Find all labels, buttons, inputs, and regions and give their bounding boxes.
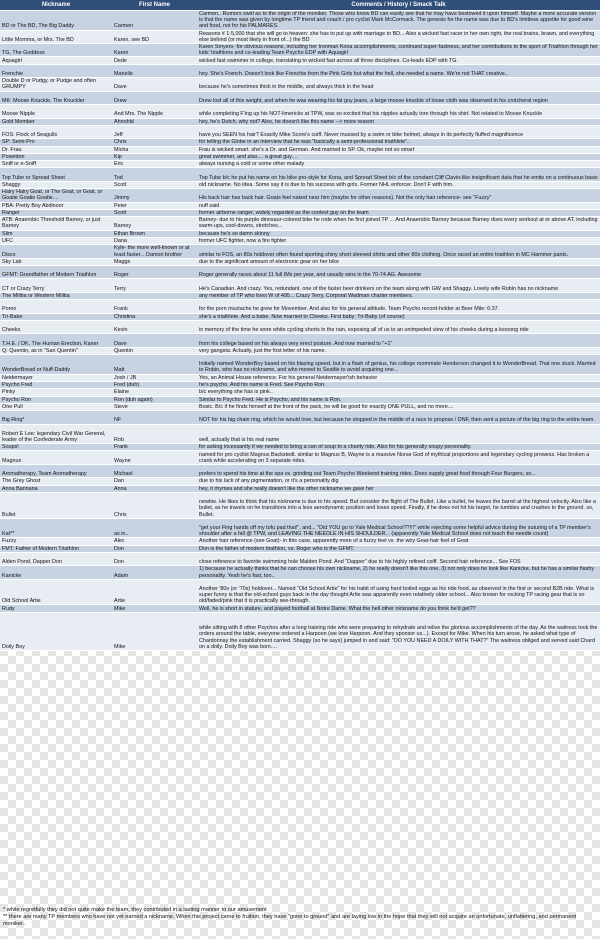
- nickname-cell: GFMT: Grandfather of Modern Triathlon: [0, 266, 112, 279]
- first-name-cell: Wayne: [112, 451, 197, 464]
- table-row: [0, 182, 600, 189]
- comment-cell: newbie. He likes to think that his nickname is due to his speed. But consider the flight of The Bullet. Like a bullet, he leaves the barrel at the highest velocity. Also like a bullet, as he travels on he transitions into a less aerodynamic position and loses speed. Finally, if he does not hit his target, he tumbles and crashes to the ground. so, Bullet.: [197, 493, 600, 519]
- table-row: [0, 11, 600, 31]
- comment-cell: due to his lack of any pigmentation, or it's a personality dig: [197, 478, 600, 485]
- table-row: [0, 189, 600, 202]
- table-row: [0, 259, 600, 266]
- comment-cell: former airborne ranger, widely regarded as the coolest guy on the team: [197, 210, 600, 217]
- nickname-cell: MK: Moose Knuckle, The Knuckler: [0, 92, 112, 105]
- first-name-cell: Maggs: [112, 259, 197, 266]
- nickname-cell: T.H.E. / DK, The Human Erection, Kaner: [0, 334, 112, 347]
- first-name-cell: Anna: [112, 486, 197, 493]
- header-nickname: Nickname: [0, 0, 112, 11]
- nickname-cell: Kat**: [0, 519, 112, 539]
- comment-cell: Roger generally races about 11 full IMs per year, and usually wins in the 70-74 AG. Awesome: [197, 266, 600, 279]
- first-name-cell: Ahnohld: [112, 119, 197, 126]
- first-name-cell: Karen: [112, 44, 197, 57]
- footnote-double-star: ** there are many TP members who have not yet earned a nickname. When this project came to fruition, they have "gone to ground" and are laying low in the hope that they will not acquire an unfortunate, unflattering, and permanent moniker..: [3, 914, 577, 927]
- comment-cell: from his college based on his always very erect posture. And now married to "+1": [197, 334, 600, 347]
- comment-cell: have you SEEN his hair? Exactly Mike Score's coiff. Never mussed by a swim or bike helmet, always in its perfectly fluffed magnificence: [197, 126, 600, 139]
- table-row: [0, 451, 600, 464]
- nickname-cell: Disco: [0, 245, 112, 258]
- comment-cell: "get your Fing hands off my tofu pad thai!", and... "Did YOU go to Yale Medical School??!!!" while rejecting some helpful advice during the suturing of a TP member's shoulder after a fall @ TPW, and LEAVING THE NEEDLE IN HIS SHOULDER... (apparently Yale Medical School does not teach the needle count): [197, 519, 600, 539]
- table-row: [0, 493, 600, 519]
- comment-cell: well, actually that is his real name: [197, 425, 600, 445]
- table-row: [0, 168, 600, 181]
- comment-cell: similar to FOS, an 80s holdover often found sporting shiny short sleeved shirts and other 80s clothing. Once raced an entire triathlon in MC Hammer pants.: [197, 245, 600, 258]
- table-row: [0, 238, 600, 245]
- first-name-cell: Marielle: [112, 65, 197, 78]
- nickname-cell: Doily Boy: [0, 613, 112, 651]
- table-row: [0, 147, 600, 154]
- nickname-cell: Rudy: [0, 605, 112, 612]
- first-name-cell: Kip: [112, 154, 197, 161]
- table-row: [0, 279, 600, 292]
- first-name-cell: Quentin: [112, 348, 197, 355]
- table-row: [0, 57, 600, 64]
- table-row: [0, 397, 600, 404]
- comment-cell: Carmen.. Rumors swirl as to the origin of the moniker. Those who know BD can easily see that he may have bestowed it upon himself. Maybe a more accurate version is that the name was given by longtime TP friend and coach / pro cyclist Mark McCormack. The genesis for the name was due to BD's limitless appetite for good wine and food, not for his PALMARES.: [197, 11, 600, 31]
- table-row: [0, 217, 600, 230]
- first-name-cell: Dave: [112, 334, 197, 347]
- first-name-cell: And Mrs. The Nipple: [112, 105, 197, 118]
- comment-cell: Top Tube b/c he put his name on his bike pro-style for Kona, and Spread Sheet b/c of the constant Cliff Clavin-like insignificant data that he emits on a continuous basis: [197, 168, 600, 181]
- first-name-cell: Josh / JB: [112, 375, 197, 382]
- first-name-cell: Karen, see BD: [112, 31, 197, 44]
- table-row: [0, 92, 600, 105]
- comment-cell: Don is the father of modern triathlon, vs. Roger who is the GFMT.: [197, 546, 600, 553]
- first-name-cell: [112, 293, 197, 300]
- first-name-cell: NF: [112, 411, 197, 424]
- table-row: [0, 425, 600, 445]
- first-name-cell: Adam: [112, 566, 197, 579]
- first-name-cell: Steve: [112, 404, 197, 411]
- header-first-name: First Name: [112, 0, 197, 11]
- comment-cell: while completing F'ing up his NOT-limericks at TPW, was so excited that his nipples actually tore through his shirt. Not related to Moose Knuckle: [197, 105, 600, 118]
- table-row: [0, 566, 600, 579]
- first-name-cell: Artie: [112, 580, 197, 606]
- table-row: [0, 580, 600, 606]
- table-row: [0, 382, 600, 389]
- nickname-cell: Ranger: [0, 210, 112, 217]
- comment-cell: prefers to spend his time at the spa vs. grinding out Team Psycho Weekend training rides. Does supply great food through Four Burgers, so...: [197, 465, 600, 478]
- comment-cell: for the porn mustache he grew for Movember. And also for his general attitude. Team Psycho record-holder at Beer Mile: 6:37.: [197, 300, 600, 313]
- comment-cell: NOT for his big chain ring, which he would love, but because he stopped in the middle of a race to propose / DNF, then sent a picture of the big ring to the entire team.: [197, 411, 600, 424]
- table-row: [0, 154, 600, 161]
- table-row: [0, 546, 600, 553]
- table-row: [0, 411, 600, 424]
- first-name-cell: as in..: [112, 519, 197, 539]
- comment-cell: 1) because he actually thinks that he can choose his own nickname, 2) he really doesn't like this one, 3) not only does he look like Kanicke, but he has a similar flashy personality. Yeah he's fast, too..: [197, 566, 600, 579]
- nickname-cell: Sky Lab: [0, 259, 112, 266]
- comment-cell: close reference to favorite swimming hole Malden Pond. And "Dapper" due to his highly refined coiff. Second hair reference... See FOS: [197, 553, 600, 566]
- first-name-cell: Drew: [112, 92, 197, 105]
- table-row: [0, 519, 600, 539]
- table-row: [0, 538, 600, 545]
- first-name-cell: Tod: [112, 168, 197, 181]
- comment-cell: very gangsta. Actually, just the first letter of his name.: [197, 348, 600, 355]
- table-row: [0, 245, 600, 258]
- comment-cell: wicked fast swimmer in college, translating to wicked fast across all three disciplines. Co-leads EDP with TG.: [197, 57, 600, 64]
- table-row: [0, 465, 600, 478]
- comment-cell: Similar to Psycho Fred. He is Psycho, and his name is Ron.: [197, 397, 600, 404]
- first-name-cell: Dave: [112, 78, 197, 91]
- comment-cell: in memory of the time he wore white cycling shorts in the rain, exposing all of us to an unimpeded view of his cheeks during a loooong ride: [197, 321, 600, 334]
- nickname-cell: BD or The BD, The Big Daddy: [0, 11, 112, 31]
- comment-cell: nuff said: [197, 203, 600, 210]
- comment-cell: Reasons # 1-5,000 that she will go to heaven: she has to put up with marriage to BD... Also a wicked fast racer in her own right, the real brains, brawn, and everything else behind (or most likely in front of...) the BD: [197, 31, 600, 44]
- table-row: [0, 31, 600, 44]
- comment-cell: named for pro cyclist Magnus Backstedt. similar to Magnus B, Wayne is a massive Norse God of mythical proportions and legendary cycling prowess. Has broken a crank while accelerating on 3 separate rides.: [197, 451, 600, 464]
- nickname-cell: Anna Bannana: [0, 486, 112, 493]
- nickname-cell: Fuzzy: [0, 538, 112, 545]
- table-row: [0, 161, 600, 168]
- comment-cell: for telling the Globe in an interview that he was "basically a semi-professional triathlete"..: [197, 139, 600, 146]
- comment-cell: he's psycho. And his name is Fred. See Psycho Ron.: [197, 382, 600, 389]
- first-name-cell: Christina: [112, 314, 197, 321]
- comment-cell: Well, he is short in stature, and played football at Notre Dame. What the hell other nickname do you think he'd get??: [197, 605, 600, 612]
- first-name-cell: Jeff: [112, 126, 197, 139]
- footnote-single-star: * while regretfully they did not quite make the team, they contributed in a lasting manner to our amusement: [3, 907, 267, 913]
- first-name-cell: Chris: [112, 493, 197, 519]
- table-row: [0, 553, 600, 566]
- nickname-cell: Cheeks: [0, 321, 112, 334]
- nickname-cell: Aromatherapy, Team Aromatherapy: [0, 465, 112, 478]
- comment-cell: Bosic. B/c if he finds himself at the front of the pack, he will be good for exactly ONE PULL, and no more....: [197, 404, 600, 411]
- table-row: [0, 348, 600, 355]
- first-name-cell: Kyle- the more well-known or at least faster... Damon brother: [112, 245, 197, 258]
- comment-cell: His back hair has back hair. Goats feel naked near him (maybe for other reasons). Not the only hair reference- see "Fuzzy": [197, 189, 600, 202]
- nickname-cell: Psycho Fred: [0, 382, 112, 389]
- table-row: [0, 334, 600, 347]
- table-row: [0, 78, 600, 91]
- table-row: [0, 605, 600, 612]
- comment-cell: Initially named WonderBoy based on his blazing speed, but in a flash of genius, his college roommate Henderson changed it to WonderBread. That one stuck. Married to Robin, who has no nickname, and who moved to Seattle to avoid acquiring one...: [197, 355, 600, 375]
- table-row: [0, 300, 600, 313]
- table-row: [0, 375, 600, 382]
- nickname-cell: CT or Crazy Terry: [0, 279, 112, 292]
- first-name-cell: Terry: [112, 279, 197, 292]
- first-name-cell: Scott: [112, 182, 197, 189]
- nickname-cell: ATB: Anaerobic Threshold Barney, or just Barney: [0, 217, 112, 230]
- first-name-cell: Dan: [112, 478, 197, 485]
- first-name-cell: Kevin: [112, 321, 197, 334]
- first-name-cell: Frank: [112, 444, 197, 451]
- comment-cell: He's Canadian. And crazy. Yes, redundant. one of the faster beer drinkers on the team along with GW and Shaggy. Lovely wife Robin has no nickname: [197, 279, 600, 292]
- first-name-cell: Jimmy: [112, 189, 197, 202]
- nickname-cell: Tri-Babe: [0, 314, 112, 321]
- comment-cell: Yes, an Animal House reference. For his general Neidermayer'ish behavior: [197, 375, 600, 382]
- comment-cell: due to the significant amount of electronic gear on her bike: [197, 259, 600, 266]
- comment-cell: always nursing a cold or some other malady: [197, 161, 600, 168]
- nickname-cell: Alden Pond, Dapper Don: [0, 553, 112, 566]
- table-row: [0, 266, 600, 279]
- nickname-cell: Neidermayer: [0, 375, 112, 382]
- nickname-cell: Slim: [0, 231, 112, 238]
- first-name-cell: Micha: [112, 147, 197, 154]
- first-name-cell: Michael: [112, 465, 197, 478]
- nickname-cell: Big Ring*: [0, 411, 112, 424]
- table-row: [0, 65, 600, 78]
- first-name-cell: Scott: [112, 210, 197, 217]
- nickname-cell: The Militia or Western Militia: [0, 293, 112, 300]
- first-name-cell: Don: [112, 553, 197, 566]
- nickname-cell: Kanicke: [0, 566, 112, 579]
- nickname-cell: Frenchie: [0, 65, 112, 78]
- nickname-cell: FMT: Father of Modern Triathlon: [0, 546, 112, 553]
- table-row: [0, 389, 600, 396]
- nickname-cell: Bullet: [0, 493, 112, 519]
- first-name-cell: Don: [112, 546, 197, 553]
- nickname-cell: PBA: Pretty Boy Abdinoor: [0, 203, 112, 210]
- nickname-cell: Robert E Lee: legendary Civil War General, leader of the Confederate Army: [0, 425, 112, 445]
- nickname-cell: Shaggy: [0, 182, 112, 189]
- first-name-cell: Mike: [112, 605, 197, 612]
- first-name-cell: Chris: [112, 139, 197, 146]
- comment-cell: hey. She's French. Doesn't look like Frenchie from the Pink Girls but what the hell, she needed a name. We're not THAT creative..: [197, 65, 600, 78]
- first-name-cell: Carmen: [112, 11, 197, 31]
- table-row: [0, 210, 600, 217]
- nickname-cell: Porno: [0, 300, 112, 313]
- table-row: [0, 203, 600, 210]
- table-row: [0, 404, 600, 411]
- first-name-cell: Rob: [112, 425, 197, 445]
- comment-cell: former UFC fighter, now a fire fighter: [197, 238, 600, 245]
- nickname-cell: UFC: [0, 238, 112, 245]
- nickname-cell: Double D or Pudgy, or Pudge and often GRUMPY: [0, 78, 112, 91]
- comment-cell: hey, it rhymes and she really doesn't like the other nickname we gave her: [197, 486, 600, 493]
- nickname-cell: One Pull: [0, 404, 112, 411]
- comment-cell: she's a triathlete. And a babe. Now married to Cheeks. First baby: Tri-Baby (of course): [197, 314, 600, 321]
- nickname-cell: Old School Artie: [0, 580, 112, 606]
- nickname-cell: Moose Nipple: [0, 105, 112, 118]
- table-row: [0, 486, 600, 493]
- nickname-cell: WonderBread or Nuff-Daddy: [0, 355, 112, 375]
- nickname-cell: The Grey Ghost: [0, 478, 112, 485]
- first-name-cell: Dana: [112, 238, 197, 245]
- comment-cell: because he's sometimes thick in the middle, and always thick in the head: [197, 78, 600, 91]
- table-row: [0, 105, 600, 118]
- nickname-cell: Gold Member: [0, 119, 112, 126]
- comment-cell: Another '80s (or '70s) holdover... Named "Old School Artie" for his habit of using hard boiled eggs as his ride food, as observed in the first or second B2B ride. What is super funny is that the old-school guys back in the day thought Artie was apparently even relatively older school... Also known for rocking TP racing gear that is so old/faded/pink that it is practically see-through.: [197, 580, 600, 606]
- first-name-cell: Mike: [112, 613, 197, 651]
- table-body: [0, 11, 600, 651]
- first-name-cell: Ron (duh again): [112, 397, 197, 404]
- first-name-cell: Dede: [112, 57, 197, 64]
- table-row: [0, 44, 600, 57]
- first-name-cell: Alec: [112, 538, 197, 545]
- comment-cell: b/c everything she has is pink..: [197, 389, 600, 396]
- first-name-cell: Roger: [112, 266, 197, 279]
- nickname-cell: Little Momma, or Mrs. The BD: [0, 31, 112, 44]
- table-row: [0, 293, 600, 300]
- first-name-cell: Barney: [112, 217, 197, 230]
- nickname-cell: SP: Semi-Pro: [0, 139, 112, 146]
- first-name-cell: Frank: [112, 300, 197, 313]
- nickname-cell: Dr. Frau: [0, 147, 112, 154]
- nickname-cell: FOS: Flock of Seagulls: [0, 126, 112, 139]
- comment-cell: any member of TP who lives W of 495... Crazy Terry, Corporal Wadman charter members.: [197, 293, 600, 300]
- table-header: [0, 0, 600, 11]
- nickname-cell: Magnus: [0, 451, 112, 464]
- comment-cell: Another hair reference (see Goat)- in this case, apparently more of a fuzzy feel vs. the wiry Goat-hair feel of Goat: [197, 538, 600, 545]
- table-row: [0, 126, 600, 139]
- nickname-cell: Aquagirl: [0, 57, 112, 64]
- nickname-cell: TG, The Goddess: [0, 44, 112, 57]
- first-name-cell: Ethan Brown: [112, 231, 197, 238]
- first-name-cell: Matt: [112, 355, 197, 375]
- comment-cell: Frau is wicked smart. she's a Dr. and German. And married to SP. Ok, maybe not so smart: [197, 147, 600, 154]
- comment-cell: Barney- due to his purple dinosaur-colored bike he rode when he first joined TP ... And Anaerobic Barney because Barney does every workout at or above AT, including warm-ups, cool-downs, stretches...: [197, 217, 600, 230]
- nickname-cell: Q: Quentin, as in "San Quentin": [0, 348, 112, 355]
- table-row: [0, 613, 600, 651]
- nickname-cell: Pinky: [0, 389, 112, 396]
- comment-cell: while sitting with 8 other Psychos after a long training ride who were preparing to rehydrate and relive the glorious accomplishments of the day. As the waitress took the orders around the table, everyone ordered a Harpoon (we love Harpoon. And they sponsor us...). Except for Mike. When his turn arose, he asked what type of Chardonnay the establishment carried. Shaggy (so he says) jumped in and said: "DO YOU NEED A DOILY WITH THAT?" The waitress obliged and served said Chard on a doily. Doily Boy was born....: [197, 613, 600, 651]
- table-row: [0, 321, 600, 334]
- footnotes: [3, 907, 597, 928]
- nickname-cell: Top Tube or Spread Sheet: [0, 168, 112, 181]
- header-comments: Comments / History / Smack Talk: [197, 0, 600, 11]
- nickname-cell: Sniff or e-Sniff: [0, 161, 112, 168]
- first-name-cell: Eric: [112, 161, 197, 168]
- comment-cell: old nickname. No idea. Some say it is due to his success with girls. Former NHL enforcer. Don't F with him.: [197, 182, 600, 189]
- comment-cell: hey, he's Dutch, why not? Also, he doesn't like this name --> more reason: [197, 119, 600, 126]
- table-row: [0, 314, 600, 321]
- comment-cell: for asking incessantly if we needed to bring a can of soup to a charity ride. Also for his generally soupy personality.: [197, 444, 600, 451]
- first-name-cell: Elaine: [112, 389, 197, 396]
- comment-cell: because he's so damn skinny: [197, 231, 600, 238]
- nickname-cell: Poseidon: [0, 154, 112, 161]
- comment-cell: Karen Smyers- for obvious reasons, including her Ironman Kona accomplishments, continued super-fastness, and her contributions to the sport of Triathlon through her kids' triathlons and co-leading Team Psycho EDP with Aquagirl: [197, 44, 600, 57]
- table-row: [0, 119, 600, 126]
- nickname-cell: Hairy Hairy Goat, or The Goat, or Goat, or Goatie Goatie Goatie....: [0, 189, 112, 202]
- first-name-cell: Peter: [112, 203, 197, 210]
- comment-cell: Drew lost all of this weight, and when he was wearing his fat guy jeans, a large moose knuckle of loose cloth was observed in his crotcheral region: [197, 92, 600, 105]
- table-row: [0, 355, 600, 375]
- table-row: [0, 139, 600, 146]
- nickname-cell: Soups!: [0, 444, 112, 451]
- comment-cell: great swimmer, and also.... a great guy....: [197, 154, 600, 161]
- table-row: [0, 231, 600, 238]
- nickname-cell: Psycho Ron: [0, 397, 112, 404]
- table-row: [0, 444, 600, 451]
- first-name-cell: Fred (duh): [112, 382, 197, 389]
- table-row: [0, 478, 600, 485]
